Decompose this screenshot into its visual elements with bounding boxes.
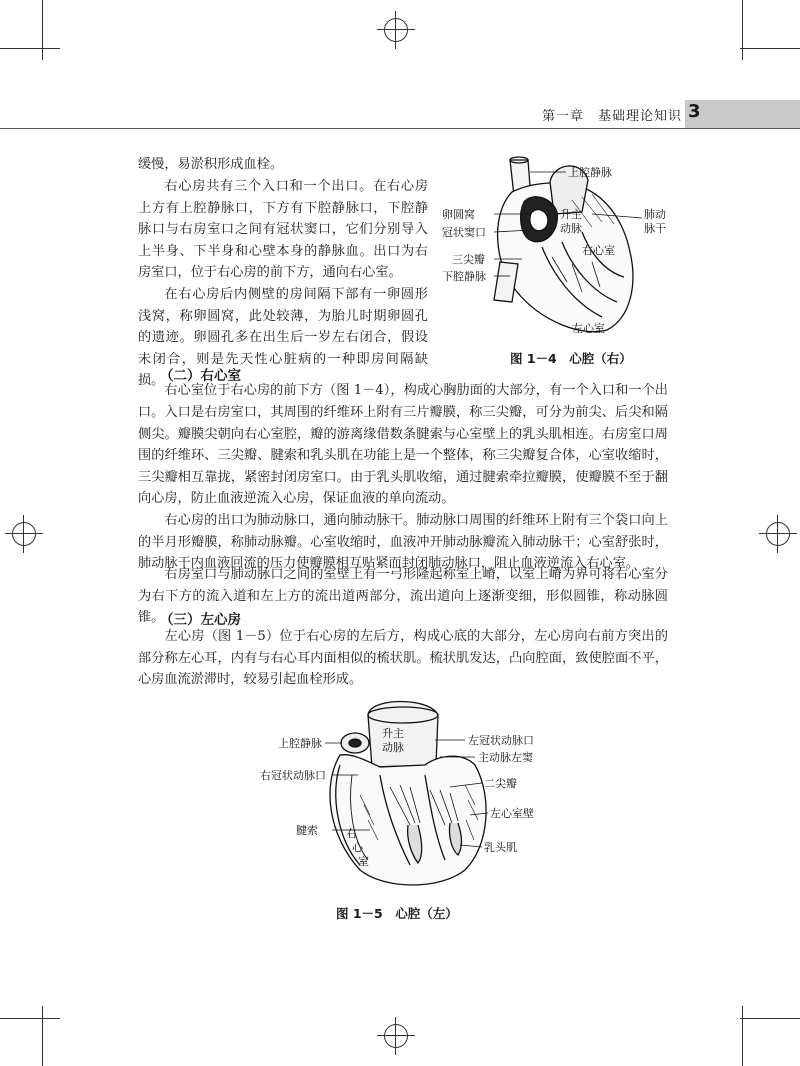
registration-mark [384,18,408,42]
label-rv-left-1: 右 [346,827,357,840]
crop-mark [0,48,60,49]
label-rv-left-3: 室 [358,855,369,868]
crop-mark [740,48,800,49]
paragraph-rv-4: 右房室口与肺动脉口之间的室壁上有一弓形隆起称室上嵴，以室上嵴为界可将右心室分为右下方的流入道和左上方的流出道两部分，流出道向上逐渐变细，形似圆锥，称动脉圆锥。 [138,567,668,626]
label-lvwall: 左心室壁 [490,807,534,820]
label-aorta-2: 动脉 [560,222,582,235]
crop-mark [42,1006,43,1066]
heading-left-atrium: （三）左心房 [160,612,241,628]
label-aorta-left-1: 升主 [382,727,404,740]
registration-mark [384,1024,408,1048]
figure-1-5 [260,695,560,895]
paragraph-la-1: 左心房（图 1－5）位于右心房的左后方，构成心底的大部分，左心房向右前方突出的部分称左心耳，内有与右心耳内面相似的梳状肌。梳状肌发达，凸向腔面，致使腔面不平，心房血流淤滞时，较易引起血栓形成。 [138,629,668,688]
figure-1-4-caption: 图 1－4 心腔（右） [510,351,632,366]
crop-mark [0,1018,60,1019]
label-mitral: 二尖瓣 [484,777,517,790]
label-papillary: 乳头肌 [484,841,517,854]
label-fossa: 卵圆窝 [442,208,475,221]
label-rca: 右冠状动脉口 [260,769,326,782]
crop-mark [42,0,43,60]
crop-mark [740,1018,800,1019]
crop-mark [742,0,743,60]
label-lsinus: 主动脉左窦 [478,751,533,764]
label-ivc: 下腔静脉 [442,270,486,283]
label-chordae: 腱索 [296,824,318,837]
paragraph-rv-3: 右心房的出口为肺动脉口，通向肺动脉干。肺动脉口周围的纤维环上附有三个袋口向上的半月形瓣膜，称肺动脉瓣。心室收缩时，血液冲开肺动脉瓣流入肺动脉干；心室舒张时，肺动脉干内血液回流的压力使瓣膜相互贴紧而封闭肺动脉口，阻止血液逆流入右心室。 [138,513,668,572]
registration-mark [766,522,790,546]
crop-mark [742,1006,743,1066]
label-pulm-1: 肺动 [644,208,666,221]
figure-1-5-caption: 图 1－5 心腔（左） [336,906,458,921]
heading-right-ventricle: （二）右心室 [160,368,241,384]
page-number: 3 [688,101,701,122]
label-svc: 上腔静脉 [568,166,612,179]
label-aorta-left-2: 动脉 [382,741,404,754]
heart-left-chambers-illustration [260,695,560,895]
paragraph-right-atrium-1: 右心房共有三个入口和一个出口。在右心房上方有上腔静脉口，下方有下腔静脉口，下腔静脉口与右房室口之间有冠状窦口，它们分别导入上半身、下半身和心壁本身的静脉血。出口为右房室口，位于右心房的前下方，通向右心室。 [138,179,428,281]
label-tricuspid: 三尖瓣 [452,253,485,266]
heart-right-chambers-illustration [432,152,672,344]
label-aorta-1: 升主 [560,208,582,221]
figure-1-4 [432,152,672,344]
label-pulm-2: 脉干 [644,222,666,235]
label-sinus: 冠状窦口 [442,226,486,239]
label-rv: 右心室 [582,244,615,257]
paragraph-rv-1: 右心室位于右心房的前下方（图 1－4），构成心胸肋面的大部分，有一个入口和一个出口。 [138,383,668,420]
label-lca: 左冠状动脉口 [468,734,534,747]
paragraph-rv-2: 入口是右房室口，其周围的纤维环上附有三片瓣膜，称三尖瓣，可分为前尖、后尖和隔侧尖。瓣膜尖朝向右心室腔，瓣的游离缘借数条腱索与心室壁上的乳头肌相连。右房室口周围的纤维环、三尖瓣、腱索和乳头肌在功能上是一个整体，称三尖瓣复合体，心室收缩时，三尖瓣相互靠拢，紧密封闭房室口。由于乳头肌收缩，通过腱索牵拉瓣膜，使瓣膜不至于翻向心房，防止血液逆流入心房，保证血液的单向流动。 [138,405,668,507]
chapter-header: 第一章 基础理论知识 [541,109,682,124]
paragraph-right-atrium-2: 在右心房后内侧壁的房间隔下部有一卵圆形浅窝，称卵圆窝，此处较薄，为胎儿时期卵圆孔的遗迹。卵圆孔多在出生后一岁左右闭合，假设未闭合，则是先天性心脏病的一种即房间隔缺损。 [138,287,428,389]
label-lv: 左心室 [572,322,605,335]
paragraph-intro: 缓慢，易淤积形成血栓。 [138,157,284,172]
label-svc-left: 上腔静脉 [278,737,322,750]
label-rv-left-2: 心 [352,841,363,854]
header-rule [0,128,800,129]
registration-mark [12,522,36,546]
page-number-box [685,100,800,128]
